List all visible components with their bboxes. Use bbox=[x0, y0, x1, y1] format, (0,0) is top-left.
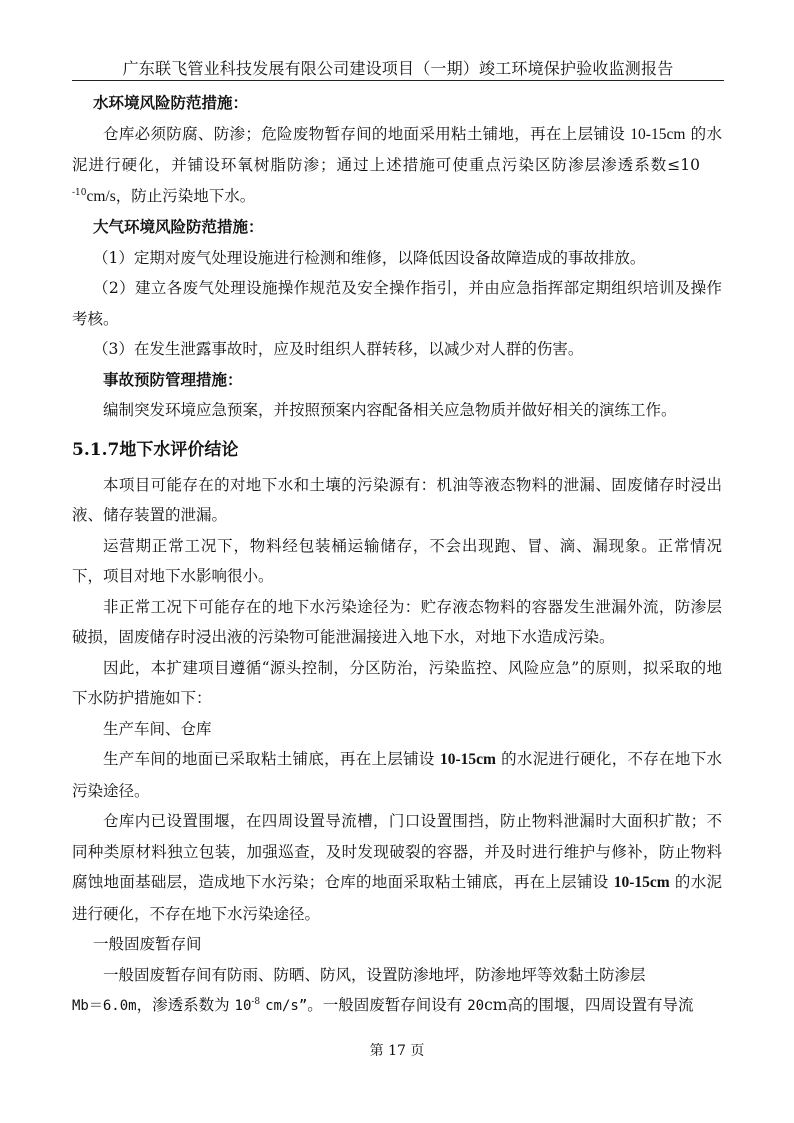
groundwater-paragraph-7: 一般固废暂存间有防雨、防晒、防风，设置防渗地坪，防渗地坪等效黏土防渗层 bbox=[103, 965, 646, 984]
accident-heading: 事故预防管理措施： bbox=[103, 369, 243, 389]
air-risk-item-3: （3）在发生泄露事故时，应及时组织人群转移，以减少对人群的伤害。 bbox=[93, 340, 584, 358]
subheading-solid-waste: 一般固废暂存间 bbox=[93, 935, 202, 953]
water-risk-paragraph: 仓库必须防腐、防渗；危险废物暂存间的地面采用粘土铺地，再在上层铺设 10-15cm 的水泥进行硬化，并铺设环氧树脂防渗；通过上述措施可使重点污染区防渗层渗透系数$\le 10^{-10}cm/s$，防止污染地下水。 bbox=[72, 124, 722, 205]
groundwater-paragraph-5: 生产车间的地面已采取粘土铺底，再在上层铺设 10-15cm 的水泥进行硬化，不存在地下水污染途径。 bbox=[72, 750, 722, 800]
air-risk-item-2: （2）建立各废气处理设施操作规范及安全操作指引，并由应急指挥部定期组织培训及操作考核。 bbox=[72, 279, 722, 328]
section-heading: 5.1.7地下水评价结论 bbox=[72, 439, 239, 460]
page-header: 广东联飞管业科技发展有限公司建设项目（一期）竣工环境保护验收监测报告 bbox=[122, 59, 674, 78]
air-risk-item-1: （1）定期对废气处理设施进行检测和维修，以降低因设备故障造成的事故排放。 bbox=[93, 248, 646, 267]
page-body bbox=[72, 88, 722, 1022]
page-number: 第 17 页 bbox=[369, 1043, 425, 1059]
header-rule bbox=[72, 80, 724, 81]
accident-paragraph: 编制突发环境应急预案，并按照预案内容配备相关应急物质并做好相关的演练工作。 bbox=[103, 401, 677, 419]
groundwater-paragraph-4: 因此，本扩建项目遵循“源头控制，分区防治，污染监控、风险应急”的原则，拟采取的地下水防护措施如下： bbox=[72, 658, 722, 707]
groundwater-paragraph-6: 仓库内已设置围堰，在四周设置导流槽，门口设置围挡，防止物料泄漏时大面积扩散；不同种类原材料独立包装，加强巡查，及时发现破裂的容器，并及时进行维护与修补，防止物料腐蚀地面基础层，造成地下水污染；仓库的地面采取粘土铺底，再在上层铺设 10-15cm 的水泥进行硬化，不存在地下水污染途径。 bbox=[72, 812, 722, 923]
groundwater-paragraph-2: 运营期正常工况下，物料经包装桶运输储存，不会出现跑、冒、滴、漏现象。正常情况下，项目对地下水影响很小。 bbox=[72, 536, 722, 585]
subheading-workshop: 生产车间、仓库 bbox=[103, 719, 212, 738]
groundwater-paragraph-3: 非正常工况下可能存在的地下水污染途径为：贮存液态物料的容器发生泄漏外流，防渗层破损，固废储存时浸出液的污染物可能泄漏接进入地下水，对地下水造成污染。 bbox=[72, 597, 722, 646]
groundwater-paragraph-1: 本项目可能存在的对地下水和土壤的污染源有：机油等液态物料的泄漏、固废储存时浸出液、储存装置的泄漏。 bbox=[72, 475, 722, 524]
groundwater-paragraph-7-cont: Mb＝6.0m，渗透系数为 $10^{-8}$ cm/s”。一般固废暂存间设有 20cm高的围堰，四周设置有导流 bbox=[72, 996, 694, 1014]
air-risk-heading: 大气环境风险防范措施： bbox=[93, 217, 264, 236]
water-risk-heading: 水环境风险防范措施： bbox=[93, 93, 249, 112]
